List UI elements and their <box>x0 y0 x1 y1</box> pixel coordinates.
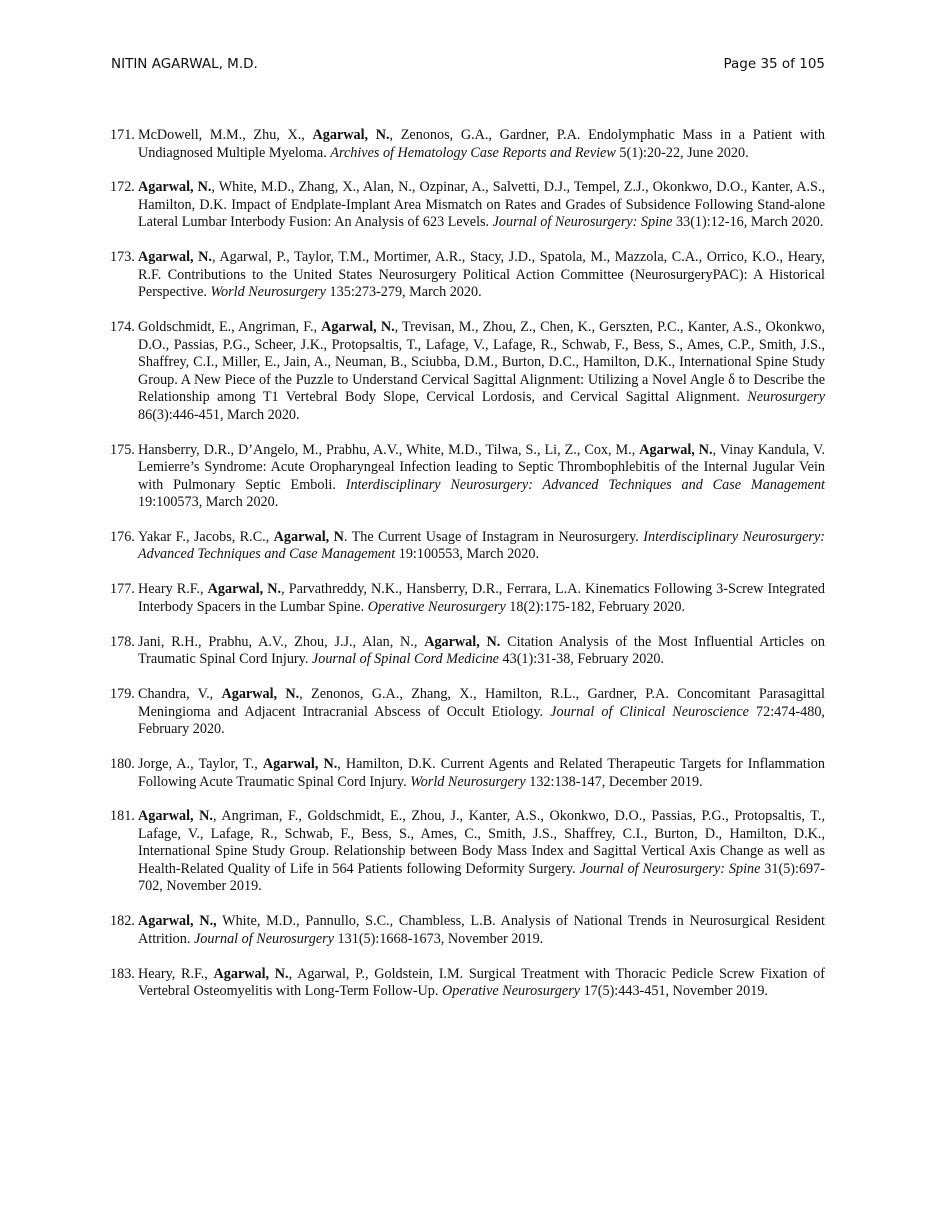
reference-text: Jorge, A., Taylor, T., <box>138 756 263 773</box>
reference-number: 182. <box>110 913 135 930</box>
journal-title: Journal of Clinical Neuroscience <box>550 703 749 720</box>
reference-text: 31(5):697-702, November 2019. <box>138 860 825 895</box>
reference-text: 86(3):446-451, March 2020. <box>138 406 300 423</box>
reference-text: , Parvathreddy, N.K., Hansberry, D.R., Ferrara, L.A. Kinematics Following 3-Screw Integrated Interbody Spacers in the Lumbar Spine. <box>138 581 825 615</box>
author-highlight: Agarwal, N. <box>138 808 213 825</box>
reference-item <box>110 179 825 232</box>
reference-number: 177. <box>110 581 135 598</box>
page-number: Page 35 of 105 <box>723 56 825 72</box>
author-highlight: Agarwal, N. <box>138 249 212 266</box>
reference-text: . The Current Usage of Instagram in Neurosurgery. <box>343 528 644 545</box>
journal-title: Interdisciplinary Neurosurgery: Advanced Techniques and Case Management <box>345 476 825 493</box>
reference-text: Heary, R.F., <box>138 965 214 982</box>
reference-text: , Vinay Kandula, V. Lemierre’s Syndrome: Acute Oropharyngeal Infection leading to Septic Thrombophlebitis of the Internal Jugular Vein with Pulmonary Septic Emboli. <box>138 441 825 493</box>
reference-text: Heary R.F., <box>138 581 208 598</box>
journal-title: Journal of Neurosurgery: Spine <box>492 214 673 231</box>
reference-text: Jani, R.H., Prabhu, A.V., Zhou, J.J., Alan, N., <box>138 633 425 650</box>
journal-title: World Neurosurgery <box>410 773 526 790</box>
reference-item <box>110 913 825 948</box>
reference-text: 17(5):443-451, November 2019. <box>580 983 768 1000</box>
reference-number: 175. <box>110 441 135 458</box>
journal-title: Journal of Neurosurgery: Spine <box>579 860 761 877</box>
author-highlight: Agarwal, N. <box>262 756 338 773</box>
reference-item <box>110 529 825 564</box>
reference-item <box>110 442 825 512</box>
reference-text: , Agarwal, P., Goldstein, I.M. Surgical Treatment with Thoracic Pedicle Screw Fixation of Vertebral Osteomyelitis with Long-Term Follow-Up. <box>138 965 826 1000</box>
reference-text: Chandra, V., <box>138 686 222 703</box>
reference-item <box>110 756 825 791</box>
reference-text: 132:138-147, December 2019. <box>525 773 703 790</box>
reference-text: 19:100573, March 2020. <box>138 494 279 511</box>
journal-title: World Neurosurgery <box>210 284 326 301</box>
reference-text: 43(1):31-38, February 2020. <box>498 651 665 668</box>
reference-item <box>110 966 825 1001</box>
author-highlight: Agarwal, N. <box>321 319 395 336</box>
author-highlight: Agarwal, N., <box>138 913 217 930</box>
reference-text: 33(1):12-16, March 2020. <box>672 214 824 231</box>
reference-item <box>110 808 825 896</box>
reference-number: 174. <box>110 319 135 336</box>
author-highlight: Agarwal, N. <box>221 686 300 703</box>
reference-text: Citation Analysis of the Most Influential Articles on Traumatic Spinal Cord Injury. <box>138 633 825 668</box>
reference-item <box>110 127 825 162</box>
reference-text: 131(5):1668-1673, November 2019. <box>334 930 544 947</box>
reference-item <box>110 686 825 739</box>
reference-text: White, M.D., Pannullo, S.C., Chambless, L.B. Analysis of National Trends in Neurosurgical Resident Attrition. <box>138 913 825 947</box>
author-highlight: Agarwal, N. <box>639 441 713 458</box>
reference-item <box>110 249 825 302</box>
reference-text: McDowell, M.M., Zhu, X., <box>138 127 313 143</box>
reference-number: 173. <box>110 249 135 266</box>
journal-title: Interdisciplinary Neurosurgery: Advanced Techniques and Case Management <box>138 528 825 563</box>
reference-number: 176. <box>110 528 135 545</box>
reference-number: 179. <box>110 686 135 703</box>
page-header <box>111 56 825 72</box>
reference-item <box>110 581 825 616</box>
journal-title: Archives of Hematology Case Reports and Review <box>330 144 616 161</box>
reference-number: 178. <box>110 633 135 650</box>
reference-text: 135:273-279, March 2020. <box>325 284 482 301</box>
reference-number: 183. <box>110 965 135 982</box>
author-highlight: Agarwal, N. <box>424 633 501 650</box>
author-highlight: Agarwal, N <box>273 528 344 545</box>
author-highlight: Agarwal, N. <box>207 581 282 598</box>
author-highlight: Agarwal, N. <box>138 179 212 196</box>
reference-number: 180. <box>110 756 135 773</box>
author-name: NITIN AGARWAL, M.D. <box>111 56 258 72</box>
reference-text: 5(1):20-22, June 2020. <box>615 144 749 161</box>
reference-text: 72:474-480, February 2020. <box>138 703 825 738</box>
reference-number: 172. <box>110 179 135 196</box>
reference-text: , Trevisan, M., Zhou, Z., Chen, K., Gerszten, P.C., Kanter, A.S., Okonkwo, D.O., Passias, P.G., Scheer, J.K., Protopsaltis, T., Lafage, V., Lafage, R., Schwab, F., Bess, S., Ames, C.P., Smith, J.S., Shaffrey, C.I., Miller, E., Jain, A., Neuman, B., Sciubba, D.M., Burton, D.C., Hamilton, D.K., International Spine Study Group. A New Piece of the Puzzle to Understand Cervical Sagittal Alignment: Utilizing a Novel Angle δ to Describe the Relationship among T1 Vertebral Body Slope, Cervical Lordosis, and Cervical Sagittal Alignment. <box>138 319 825 406</box>
author-highlight: Agarwal, N. <box>312 127 390 143</box>
journal-title: Operative Neurosurgery <box>367 598 506 615</box>
journal-title: Journal of Neurosurgery <box>193 930 334 947</box>
reference-text: , Hamilton, D.K. Current Agents and Related Therapeutic Targets for Inflammation Following Acute Traumatic Spinal Cord Injury. <box>138 756 825 790</box>
reference-text: , White, M.D., Zhang, X., Alan, N., Ozpinar, A., Salvetti, D.J., Tempel, Z.J., Okonkwo, D.O., Kanter, A.S., Hamilton, D.K. Impact of Endplate-Implant Area Mismatch on Rates and Grades of Subsidence Following Stand-alone Lateral Lumbar Interbody Fusion: An Analysis of 623 Levels. <box>138 179 825 231</box>
author-highlight: Agarwal, N. <box>213 965 289 982</box>
reference-text: , Agarwal, P., Taylor, T.M., Mortimer, A.R., Stacy, J.D., Spatola, M., Mazzola, C.A., Orrico, K.O., Heary, R.F. Contributions to the United States Neurosurgery Political Action Committee (NeurosurgeryPAC): A Historical Perspective. <box>138 249 826 301</box>
reference-item <box>110 634 825 669</box>
journal-title: Journal of Spinal Cord Medicine <box>311 651 499 668</box>
reference-text: , Zenonos, G.A., Gardner, P.A. Endolymphatic Mass in a Patient with Undiagnosed Multiple Myeloma. <box>138 127 826 161</box>
reference-number: 171. <box>110 127 135 143</box>
reference-number: 181. <box>110 808 135 825</box>
journal-title: Operative Neurosurgery <box>441 983 581 1000</box>
reference-list <box>110 127 825 1018</box>
reference-item <box>110 319 825 424</box>
reference-text: Hansberry, D.R., D’Angelo, M., Prabhu, A.V., White, M.D., Tilwa, S., Li, Z., Cox, M., <box>138 441 640 458</box>
reference-text: , Angriman, F., Goldschmidt, E., Zhou, J., Kanter, A.S., Okonkwo, D.O., Passias, P.G., Protopsaltis, T., Lafage, V., Lafage, R., Schwab, F., Bess, S., Ames, C., Smith, J.S., Shaffrey, C.I., Burton, D., Hamilton, D.K., International Spine Study Group. Relationship between Body Mass Index and Sagittal Vertical Axis Change as well as Health-Related Quality of Life in 564 Patients following Deformity Surgery. <box>138 808 825 877</box>
reference-text: 19:100553, March 2020. <box>395 546 540 563</box>
reference-text: Goldschmidt, E., Angriman, F., <box>138 319 322 336</box>
reference-text: 18(2):175-182, February 2020. <box>505 598 686 615</box>
journal-title: Neurosurgery <box>747 389 825 406</box>
reference-text: , Zenonos, G.A., Zhang, X., Hamilton, R.L., Gardner, P.A. Concomitant Parasagittal Meningioma and Adjacent Intracranial Abscess of Occult Etiology. <box>138 686 825 720</box>
reference-text: Yakar F., Jacobs, R.C., <box>138 528 274 545</box>
